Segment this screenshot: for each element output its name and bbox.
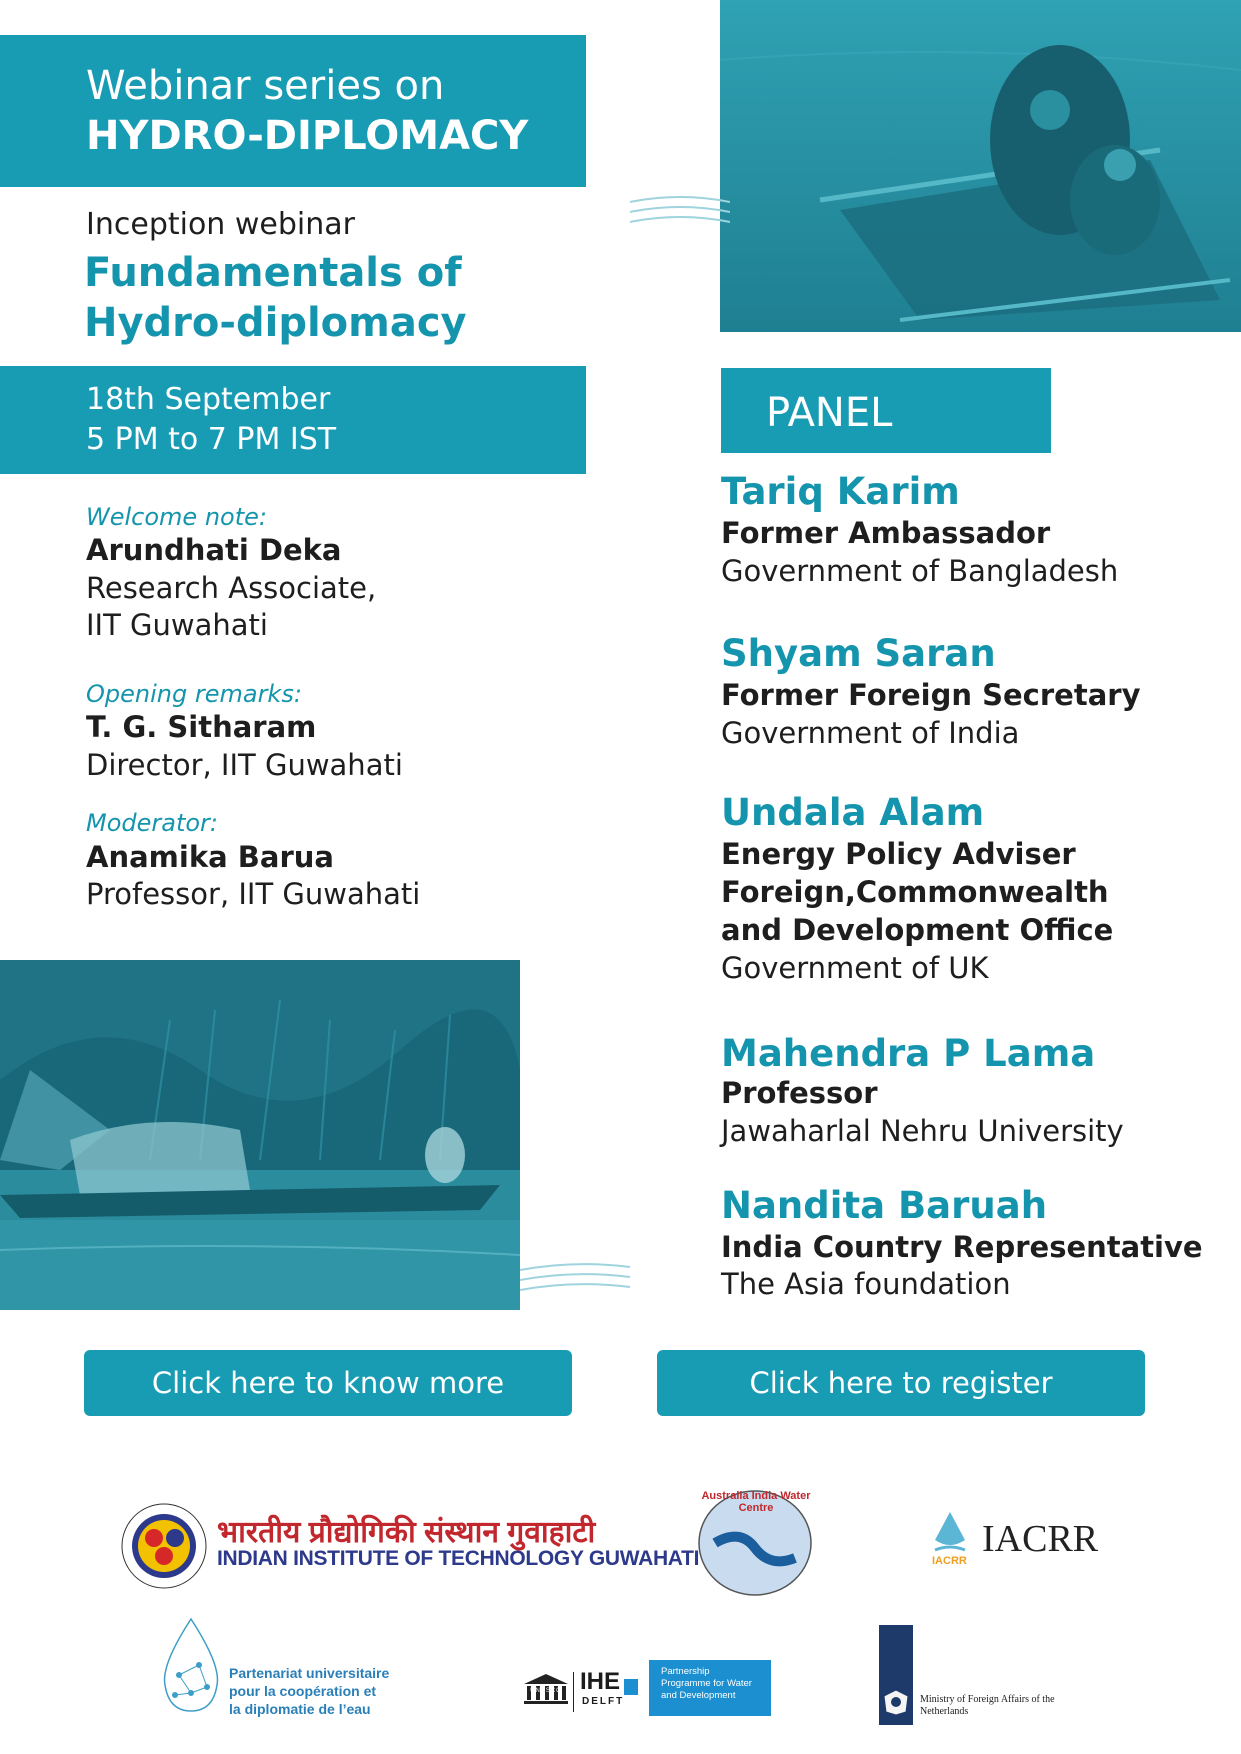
river-boat-photo <box>0 960 520 1310</box>
iitg-emblem-icon <box>120 1502 208 1590</box>
speaker-org: Government of Bangladesh <box>721 554 1119 588</box>
panel-heading-text: PANEL <box>766 390 893 436</box>
speaker-name: Tariq Karim <box>721 470 960 513</box>
speaker-title: Foreign,Commonwealth <box>721 875 1109 909</box>
speaker-title: Professor <box>721 1076 878 1110</box>
partenariat-line: pour la coopération et <box>229 1683 377 1699</box>
person-name: T. G. Sitharam <box>86 710 317 744</box>
speaker-name: Undala Alam <box>721 791 985 834</box>
panel-heading <box>721 368 1051 453</box>
iacrr-small-text: IACRR <box>932 1555 967 1567</box>
aiwc-name: Australia India Water Centre <box>701 1490 811 1514</box>
speaker-title: India Country Representative <box>721 1230 1203 1264</box>
divider <box>573 1672 574 1712</box>
speaker-title: Former Ambassador <box>721 516 1051 550</box>
iacrr-name: IACRR <box>982 1518 1099 1560</box>
wave-decoration <box>520 1255 630 1300</box>
date-banner <box>0 366 586 474</box>
person-detail: Professor, IIT Guwahati <box>86 877 421 911</box>
iitg-hindi-name: भारतीय प्रौद्योगिकी संस्थान गुवाहाटी <box>217 1516 596 1549</box>
speaker-name: Shyam Saran <box>721 632 996 675</box>
mfa-line: Netherlands <box>920 1706 969 1717</box>
nl-coat-of-arms-icon <box>880 1688 912 1716</box>
series-line1: Webinar series on <box>86 63 445 109</box>
mfa-line: Ministry of Foreign Affairs of the <box>920 1694 1055 1705</box>
person-detail: Director, IIT Guwahati <box>86 748 403 782</box>
person-detail: Research Associate, <box>86 571 377 605</box>
know-more-button[interactable]: Click here to know more <box>84 1350 572 1416</box>
unesco-text: UNESCO <box>530 1688 562 1694</box>
event-title-line2: Hydro-diplomacy <box>84 300 467 346</box>
series-banner <box>0 35 586 187</box>
speaker-org: Government of India <box>721 716 1020 750</box>
person-detail: IIT Guwahati <box>86 608 268 642</box>
iitg-english-name: INDIAN INSTITUTE OF TECHNOLOGY GUWAHATI <box>217 1547 700 1570</box>
speaker-name: Mahendra P Lama <box>721 1032 1096 1075</box>
partenariat-text <box>229 1664 389 1718</box>
event-date: 18th September <box>86 382 331 417</box>
wave-decoration <box>630 192 730 232</box>
role-label: Welcome note: <box>86 503 267 531</box>
series-line2: HYDRO-DIPLOMACY <box>86 113 529 159</box>
speaker-org: Government of UK <box>721 951 989 985</box>
partenariat-line: Partenariat universitaire <box>229 1665 390 1681</box>
speaker-name: Nandita Baruah <box>721 1184 1048 1227</box>
speaker-title: Energy Policy Adviser <box>721 837 1076 871</box>
partenariat-drop-icon <box>155 1615 227 1715</box>
boat-family-photo <box>720 0 1241 332</box>
ihe-partner-line: Partnership <box>661 1666 710 1677</box>
event-title-line1: Fundamentals of <box>84 250 462 296</box>
ihe-partnership-box <box>649 1660 771 1716</box>
partenariat-line: la diplomatie de l’eau <box>229 1701 371 1717</box>
ihe-partner-line: Programme for Water <box>661 1678 752 1689</box>
role-label: Moderator: <box>86 809 219 837</box>
speaker-title: Former Foreign Secretary <box>721 678 1141 712</box>
mfa-text <box>920 1694 1055 1718</box>
speaker-org: The Asia foundation <box>721 1267 1011 1301</box>
ihe-partner-line: and Development <box>661 1690 736 1701</box>
event-time: 5 PM to 7 PM IST <box>86 422 337 457</box>
role-label: Opening remarks: <box>86 680 302 708</box>
speaker-title: and Development Office <box>721 913 1114 947</box>
delft-text: DELFT <box>582 1696 625 1707</box>
ihe-text: IHE <box>580 1668 621 1695</box>
person-name: Anamika Barua <box>86 840 334 874</box>
register-button[interactable]: Click here to register <box>657 1350 1145 1416</box>
speaker-org: Jawaharlal Nehru University <box>721 1114 1124 1148</box>
event-kind: Inception webinar <box>86 207 355 242</box>
person-name: Arundhati Deka <box>86 533 342 567</box>
ihe-square <box>624 1679 638 1695</box>
iacrr-mark-icon <box>930 1510 970 1560</box>
